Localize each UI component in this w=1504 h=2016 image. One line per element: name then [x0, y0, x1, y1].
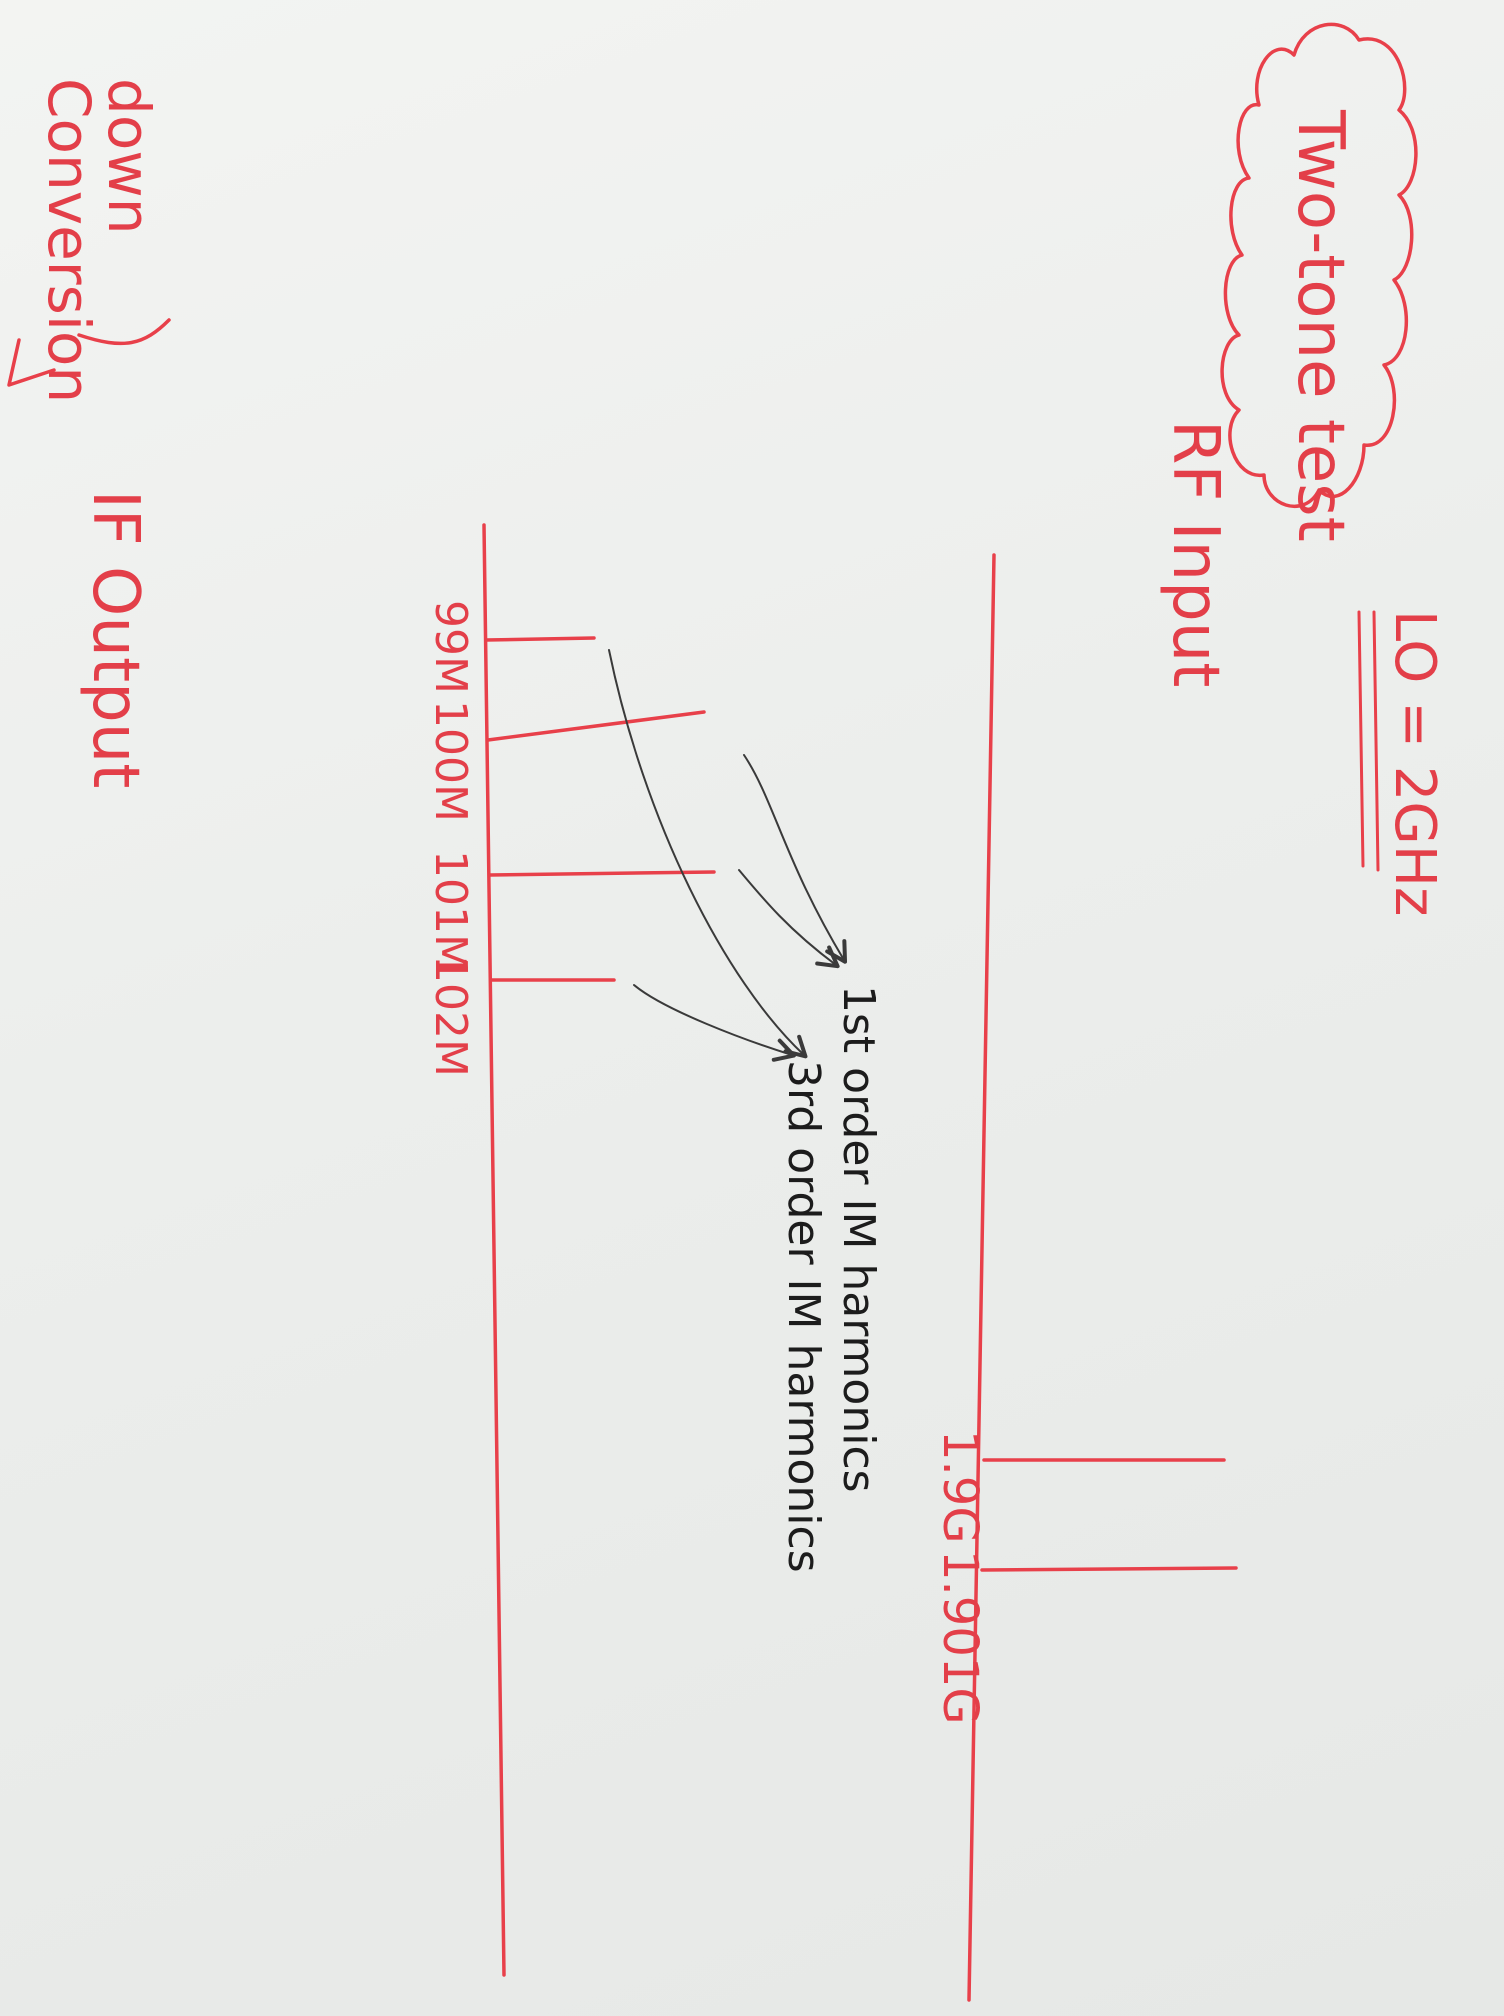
lo-underline-2 [1359, 612, 1363, 866]
rf-axis [969, 555, 994, 2000]
rf-tone-label-2: 1.901G [932, 1550, 988, 1725]
if-axis [484, 525, 504, 1975]
annotation-3rd-order: 3rd order IM harmonics [778, 1060, 829, 1573]
down-label-line1: down [95, 78, 163, 235]
if-freq-label-100M: 100M [425, 700, 476, 822]
if-tone-101M [490, 872, 714, 875]
if-tone-100M [488, 712, 704, 740]
rotated-sheet [9, 24, 1447, 2000]
if-freq-label-99M: 99M [425, 600, 476, 694]
arrow-3rd-order-b [634, 985, 792, 1055]
rf-input-label: RF Input [1158, 420, 1232, 688]
lo-label: LO = 2GHz [1382, 610, 1447, 917]
rf-tone-label-1: 1.9G [932, 1430, 988, 1544]
if-tone-99M [486, 638, 594, 640]
arrow-3rd-order-a [609, 650, 804, 1055]
annotation-1st-order: 1st order IM harmonics [833, 985, 884, 1493]
title-text: Two-tone test [1283, 110, 1357, 542]
lo-underline-1 [1374, 612, 1378, 870]
if-output-label: IF Output [78, 490, 152, 789]
conversion-label: Conversion [35, 78, 103, 404]
arrow-1st-order-b [739, 870, 836, 965]
rf-tone-1.901G [982, 1568, 1236, 1570]
if-freq-label-101M: 101M [425, 850, 476, 972]
if-freq-label-102M: 102M [425, 955, 476, 1077]
